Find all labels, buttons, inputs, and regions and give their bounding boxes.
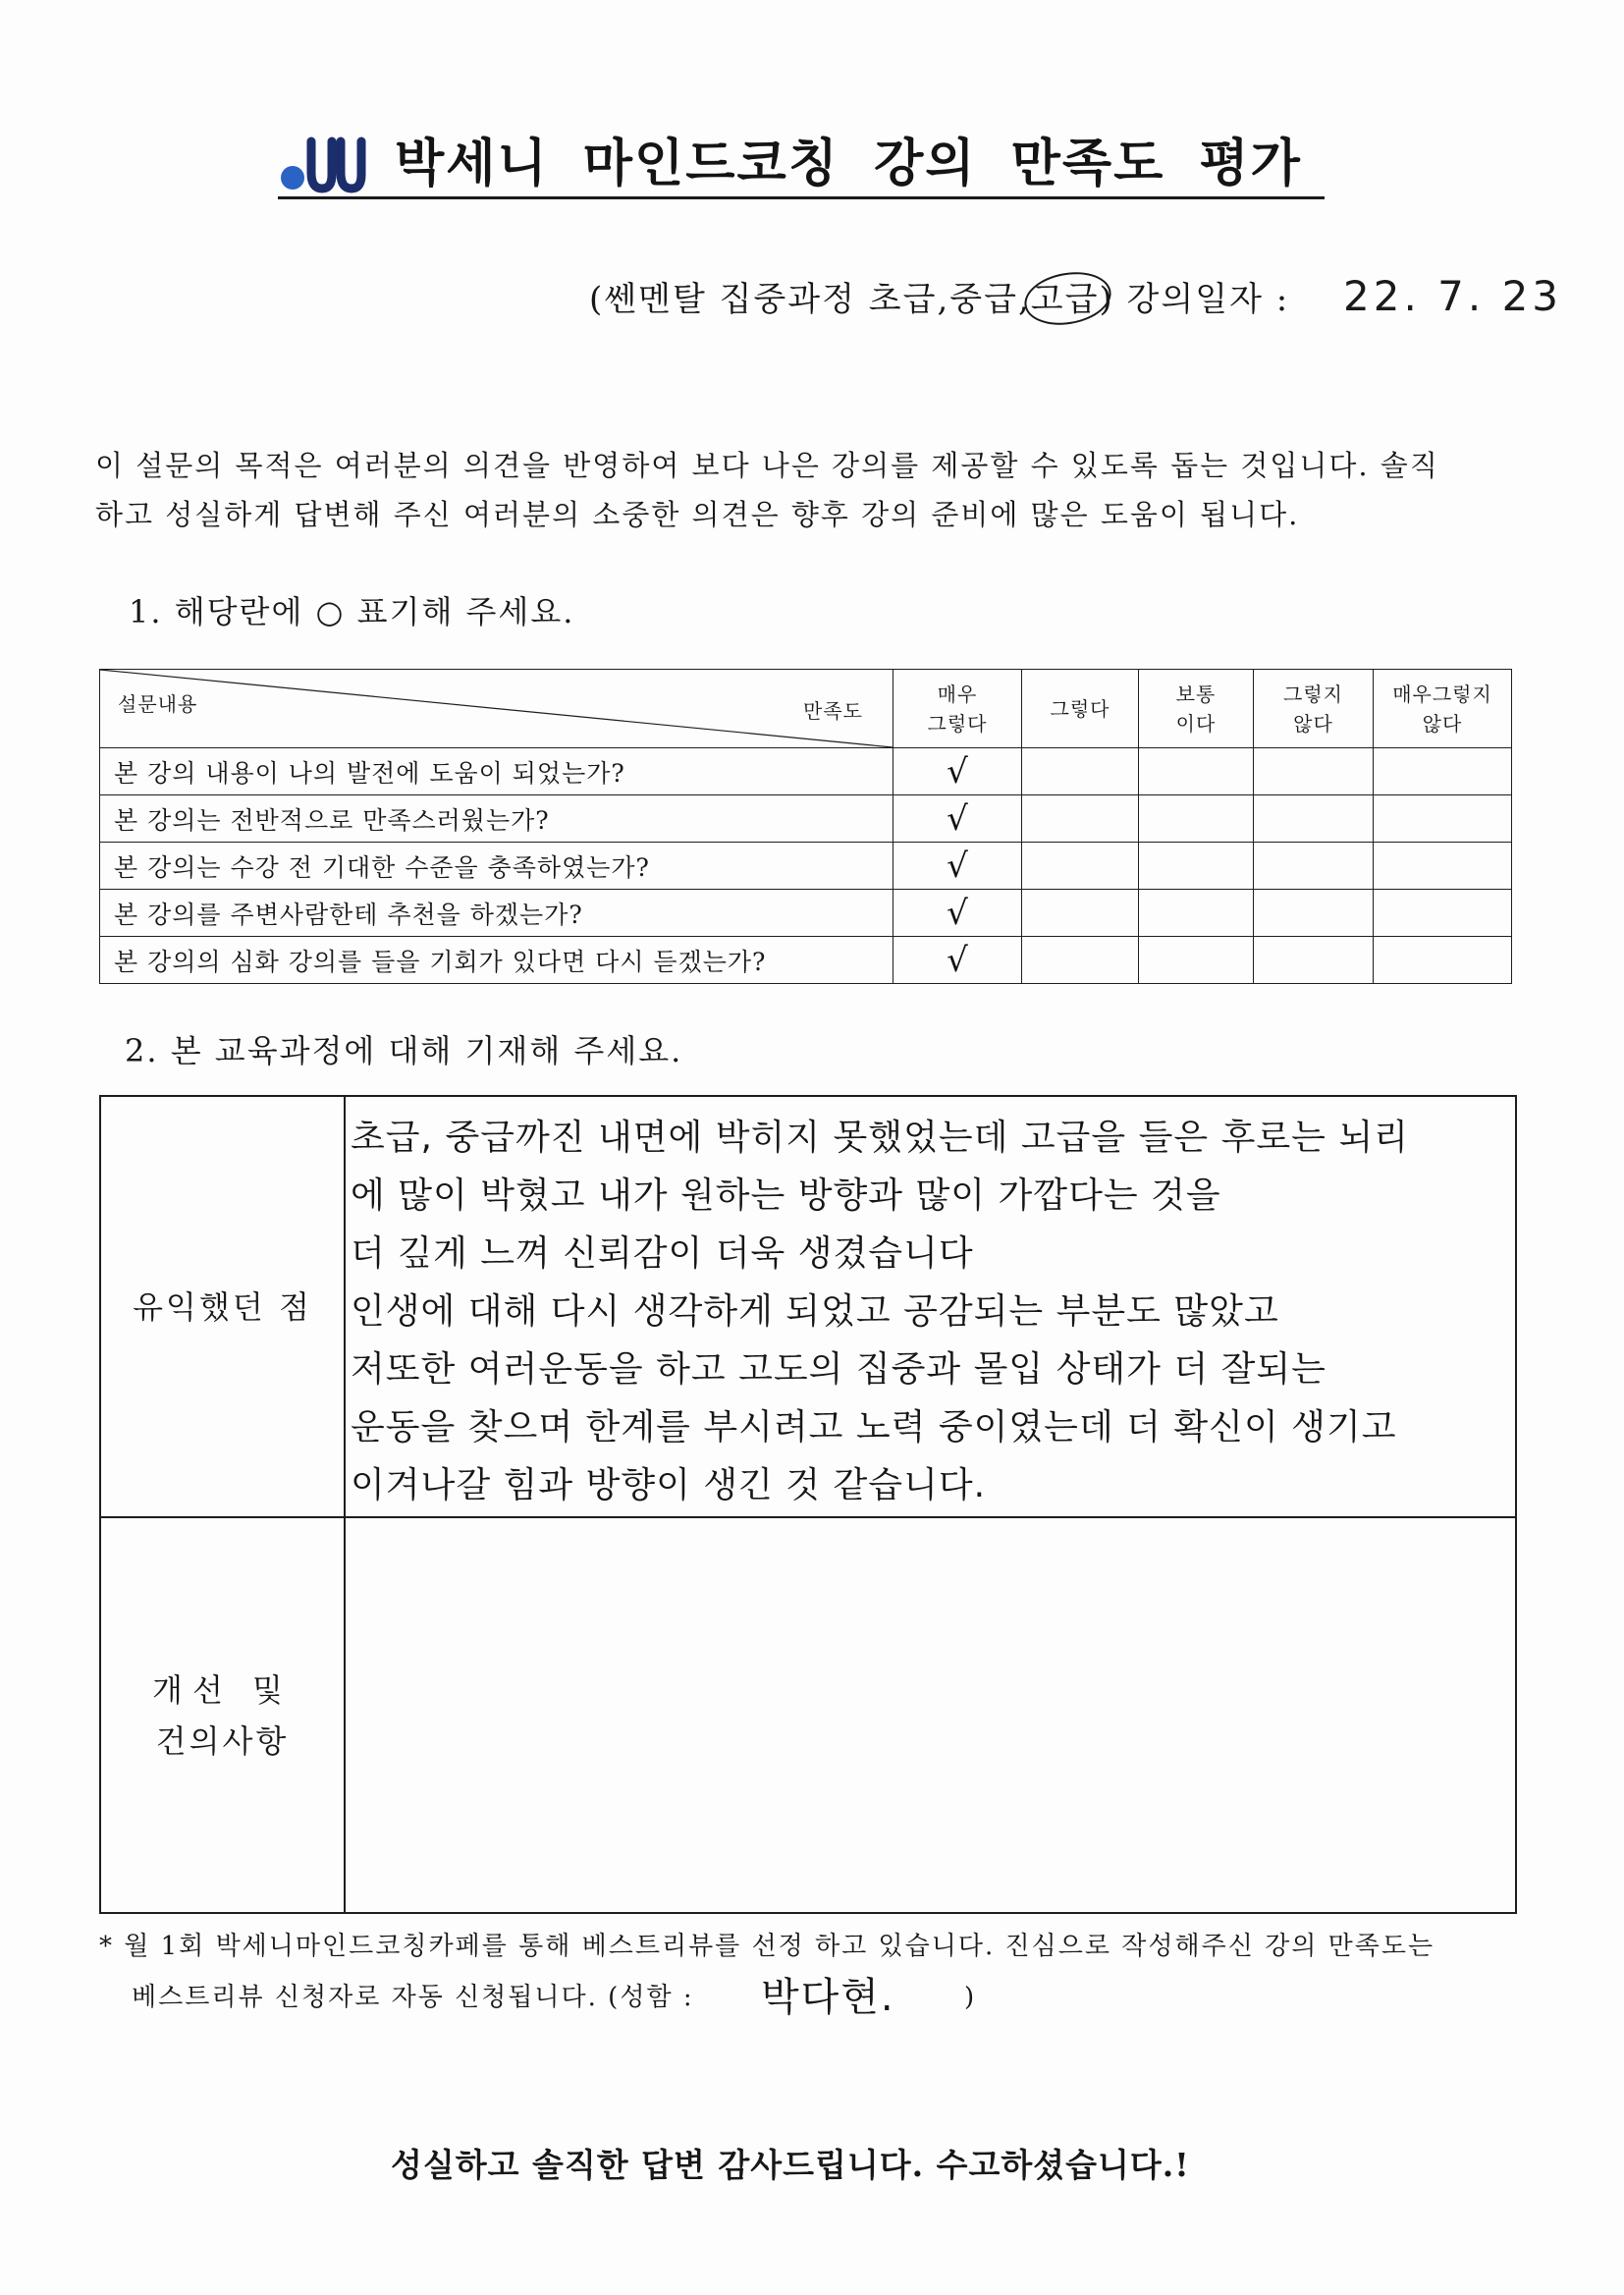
handwritten-line: 초급, 중급까진 내면에 박히지 못했었는데 고급을 들은 후로는 뇌리 [351, 1118, 1409, 1158]
lecture-date: 22. 7. 23 [1343, 272, 1563, 320]
question-cell: 본 강의 내용이 나의 발전에 도움이 되었는가? [100, 748, 893, 795]
question-cell: 본 강의의 심화 강의를 들을 기회가 있다면 다시 듣겠는가? [100, 937, 893, 984]
rating-cell [1139, 748, 1254, 795]
table-row [100, 748, 1512, 795]
course-suffix: ) 강의일자 : [1099, 280, 1290, 319]
course-line [589, 276, 1289, 323]
table-row [100, 795, 1512, 843]
rating-cell [1139, 890, 1254, 937]
survey-content-label: 설문내용 [118, 692, 198, 716]
thank-you-message: 성실하고 솔직한 답변 감사드립니다. 수고하셨습니다.! [391, 2146, 1190, 2184]
column-header-line: 이다 [1175, 711, 1217, 736]
rating-cell [1139, 843, 1254, 890]
benefit-label-cell [101, 1097, 344, 1516]
handwritten-line: 운동을 찾으며 한계를 부시려고 노력 중이였는데 더 확신이 생기고 [351, 1407, 1397, 1448]
rating-cell [1022, 890, 1139, 937]
feedback-table [99, 1095, 1517, 1914]
column-header-line: 보통 [1175, 682, 1217, 706]
logo-mark-1 [311, 141, 332, 189]
satisfaction-table [99, 669, 1512, 984]
section-2-heading: 2. 본 교육과정에 대해 기재해 주세요. [125, 1032, 683, 1069]
corner-header-cell [100, 670, 893, 748]
respondent-name: 박다현. [761, 1975, 895, 2020]
column-header-line: 그렇다 [927, 711, 988, 736]
selected-level-text: 고급 [1030, 280, 1100, 319]
rating-cell [1022, 795, 1139, 843]
question-cell: 본 강의를 주변사람한테 추천을 하겠는가? [100, 890, 893, 937]
handwritten-line: 더 깊게 느껴 신뢰감이 더욱 생겼습니다 [351, 1233, 974, 1274]
best-review-note-line-1: * 월 1회 박세니마인드코칭카페를 통해 베스트리뷰를 선정 하고 있습니다. 진심으로 작성해주신 강의 만족도는 [99, 1932, 1435, 1961]
rating-cell [1022, 748, 1139, 795]
table-row [100, 890, 1512, 937]
table-header-row [100, 670, 1512, 748]
rating-cell [1374, 937, 1512, 984]
question-cell: 본 강의는 전반적으로 만족스러웠는가? [100, 795, 893, 843]
column-header-line: 매우 [937, 682, 978, 706]
rating-cell [1254, 890, 1374, 937]
column-header [1254, 670, 1374, 748]
rating-cell [1022, 937, 1139, 984]
column-header-line: 그렇다 [1050, 696, 1110, 721]
rating-cell [1374, 890, 1512, 937]
handwritten-line: 이겨나갈 힘과 방향이 생긴 것 같습니다. [351, 1465, 987, 1505]
title-underline [278, 196, 1325, 199]
rating-cell [1254, 937, 1374, 984]
page-title: 박세니 마인드코칭 강의 만족도 평가 [395, 134, 1302, 193]
hand-drawn-circle [1020, 266, 1114, 332]
question-cell: 본 강의는 수강 전 기대한 수준을 충족하였는가? [100, 843, 893, 890]
selected-level [1031, 276, 1100, 323]
column-header-line: 않다 [1293, 711, 1333, 736]
satisfaction-label: 만족도 [803, 699, 863, 723]
rating-cell [1139, 795, 1254, 843]
rating-cell: √ [893, 937, 1022, 984]
rating-cell [1254, 748, 1374, 795]
rating-cell: √ [893, 843, 1022, 890]
handwritten-line: 에 많이 박혔고 내가 원하는 방향과 많이 가깝다는 것을 [351, 1175, 1221, 1216]
rating-cell: √ [893, 748, 1022, 795]
rating-cell [1374, 843, 1512, 890]
brand-logo [278, 136, 368, 194]
suggestion-label-cell [101, 1518, 344, 1912]
course-prefix: (쎈멘탈 집중과정 초급,중급, [589, 280, 1031, 319]
table-row [100, 937, 1512, 984]
intro-line-2: 하고 성실하게 답변해 주신 여러분의 소중한 의견은 향후 강의 준비에 많은 도움이 됩니다. [95, 498, 1300, 531]
rating-cell: √ [893, 795, 1022, 843]
suggestion-label-line: 개선 및 [152, 1670, 293, 1709]
benefit-handwritten-answer [351, 1109, 1507, 1514]
benefit-label: 유익했던 점 [133, 1287, 312, 1326]
close-paren: ) [964, 1983, 975, 2012]
rating-cell [1254, 795, 1374, 843]
column-header-line: 매우그렇지 [1392, 682, 1492, 706]
section-1-heading: 1. 해당란에 ○ 표기해 주세요. [129, 593, 575, 630]
column-divider [344, 1097, 346, 1912]
handwritten-line: 저또한 여러운동을 하고 고도의 집중과 몰입 상태가 더 잘되는 [351, 1349, 1326, 1390]
column-header [893, 670, 1022, 748]
rating-cell: √ [893, 890, 1022, 937]
logo-mark-2 [341, 141, 361, 189]
column-header [1139, 670, 1254, 748]
logo-dot [281, 166, 304, 190]
column-header [1022, 670, 1139, 748]
diagonal-line [100, 670, 893, 747]
rating-cell [1139, 937, 1254, 984]
suggestion-label-line: 건의사항 [155, 1721, 290, 1760]
rating-cell [1374, 795, 1512, 843]
rating-cell [1254, 843, 1374, 890]
table-row [100, 843, 1512, 890]
column-header-line: 않다 [1422, 711, 1463, 736]
intro-line-1: 이 설문의 목적은 여러분의 의견을 반영하여 보다 나은 강의를 제공할 수 있도록 돕는 것입니다. 솔직 [95, 449, 1439, 482]
rating-cell [1022, 843, 1139, 890]
handwritten-line: 인생에 대해 다시 생각하게 되었고 공감되는 부분도 많았고 [351, 1291, 1279, 1332]
best-review-note-line-2: 베스트리뷰 신청자로 자동 신청됩니다. (성함 : [132, 1983, 694, 2012]
rating-cell [1374, 748, 1512, 795]
column-header [1374, 670, 1512, 748]
column-header-line: 그렇지 [1283, 682, 1343, 706]
